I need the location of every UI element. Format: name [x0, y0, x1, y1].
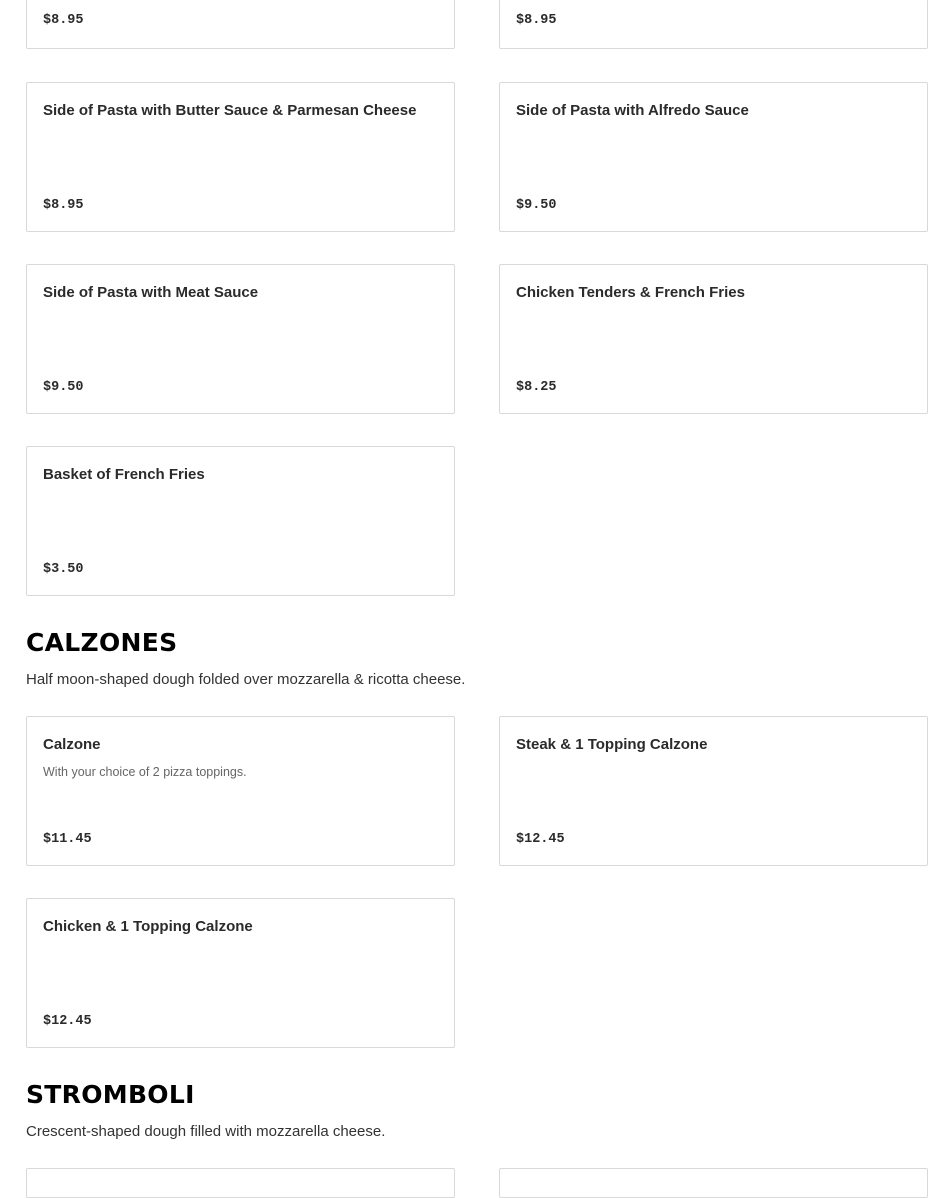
menu-item-card[interactable] [499, 716, 928, 866]
menu-item-card[interactable] [26, 898, 455, 1048]
menu-item-card[interactable] [499, 0, 928, 49]
item-price: $11.45 [43, 832, 92, 847]
section-title-calzones: CALZONES [26, 628, 178, 657]
item-price: $9.50 [43, 380, 84, 395]
item-name: Side of Pasta with Alfredo Sauce [516, 102, 749, 119]
item-name: Chicken & 1 Topping Calzone [43, 918, 253, 935]
menu-item-card[interactable] [499, 264, 928, 414]
item-description: With your choice of 2 pizza toppings. [43, 765, 247, 779]
menu-item-card[interactable] [26, 264, 455, 414]
menu-item-card[interactable] [499, 1168, 928, 1198]
section-description-calzones: Half moon-shaped dough folded over mozzarella & ricotta cheese. [26, 671, 466, 688]
item-name: Calzone [43, 736, 101, 753]
item-price: $9.50 [516, 198, 557, 213]
item-price: $8.25 [516, 380, 557, 395]
item-price: $8.95 [516, 13, 557, 28]
item-name: Basket of French Fries [43, 466, 205, 483]
menu-item-card[interactable] [26, 716, 455, 866]
menu-item-card[interactable] [26, 82, 455, 232]
item-price: $8.95 [43, 198, 84, 213]
item-price: $3.50 [43, 562, 84, 577]
item-name: Steak & 1 Topping Calzone [516, 736, 708, 753]
item-name: Chicken Tenders & French Fries [516, 284, 745, 301]
item-price: $12.45 [43, 1014, 92, 1029]
item-price: $8.95 [43, 13, 84, 28]
section-description-stromboli: Crescent-shaped dough filled with mozzarella cheese. [26, 1123, 386, 1140]
menu-item-card[interactable] [499, 82, 928, 232]
item-name: Side of Pasta with Butter Sauce & Parmesan Cheese [43, 102, 417, 119]
item-price: $12.45 [516, 832, 565, 847]
item-name: Side of Pasta with Meat Sauce [43, 284, 259, 301]
menu-item-card[interactable] [26, 1168, 455, 1198]
section-title-stromboli: STROMBOLI [26, 1080, 195, 1109]
menu-item-card[interactable] [26, 446, 455, 596]
menu-item-card[interactable] [26, 0, 455, 49]
